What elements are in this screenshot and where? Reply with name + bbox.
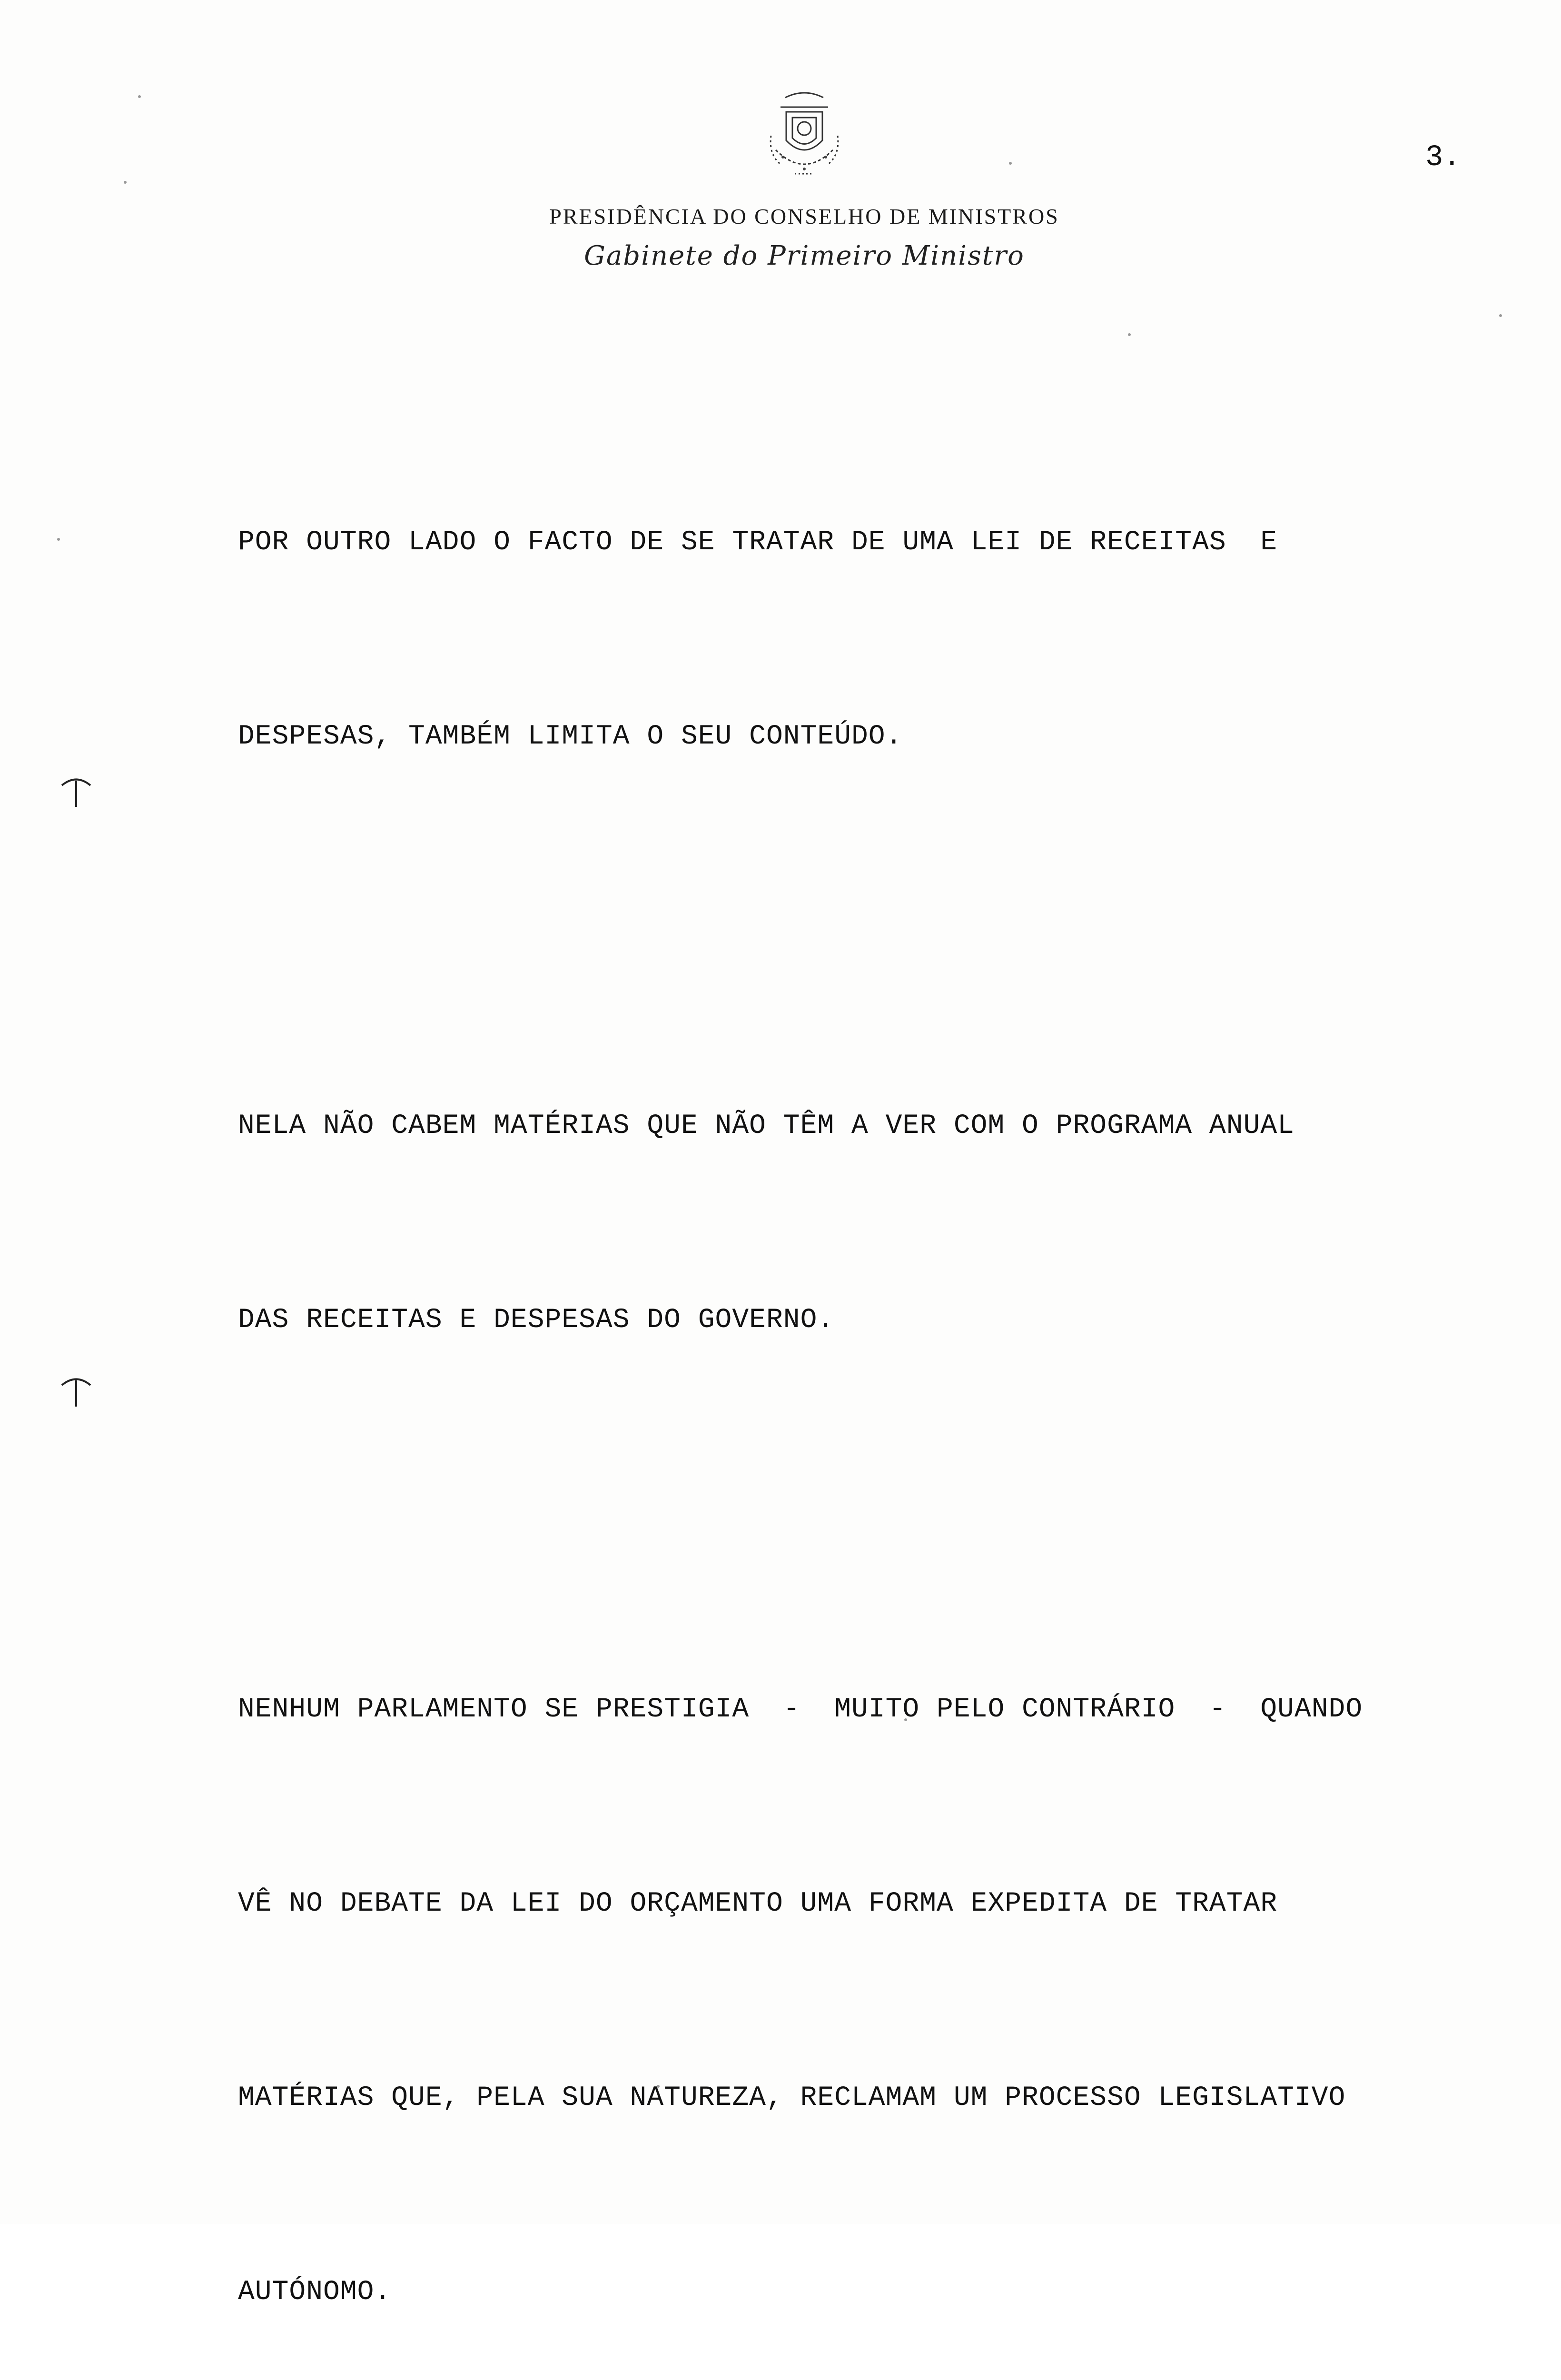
paragraph	[238, 381, 1551, 899]
scan-speck	[1499, 314, 1502, 317]
paragraph	[238, 1548, 1551, 2380]
margin-mark-icon	[57, 1371, 95, 1409]
text-line: NENHUM PARLAMENTO SE PRESTIGIA - MUITO PELO CONTRÁRIO - QUANDO	[238, 1694, 1363, 1725]
document-body	[238, 381, 1551, 2380]
scan-speck	[124, 181, 127, 184]
text-line: POR OUTRO LADO O FACTO DE SE TRATAR DE UMA LEI DE RECEITAS E	[238, 527, 1278, 558]
cabinet-subheading: Gabinete do Primeiro Ministro	[584, 240, 1025, 271]
institution-heading: PRESIDÊNCIA DO CONSELHO DE MINISTROS	[549, 204, 1059, 228]
text-line: MATÉRIAS QUE, PELA SUA NATUREZA, RECLAMAM UM PROCESSO LEGISLATIVO	[238, 2082, 1346, 2113]
text-line: DAS RECEITAS E DESPESAS DO GOVERNO.	[238, 1305, 835, 1336]
scan-speck	[57, 538, 60, 541]
scan-speck	[1009, 162, 1012, 165]
text-line: DESPESAS, TAMBÉM LIMITA O SEU CONTEÚDO.	[238, 721, 903, 752]
page-number: 3.	[1425, 140, 1461, 174]
coat-of-arms-icon	[747, 79, 861, 193]
text-line: VÊ NO DEBATE DA LEI DO ORÇAMENTO UMA FORMA EXPEDITA DE TRATAR	[238, 1888, 1278, 1919]
text-line: NELA NÃO CABEM MATÉRIAS QUE NÃO TÊM A VER COM O PROGRAMA ANUAL	[238, 1111, 1294, 1141]
scan-speck	[138, 95, 141, 98]
margin-mark-icon	[57, 771, 95, 809]
paragraph	[238, 964, 1551, 1482]
scan-speck	[1128, 333, 1131, 336]
text-line: AUTÓNOMO.	[238, 2277, 392, 2308]
